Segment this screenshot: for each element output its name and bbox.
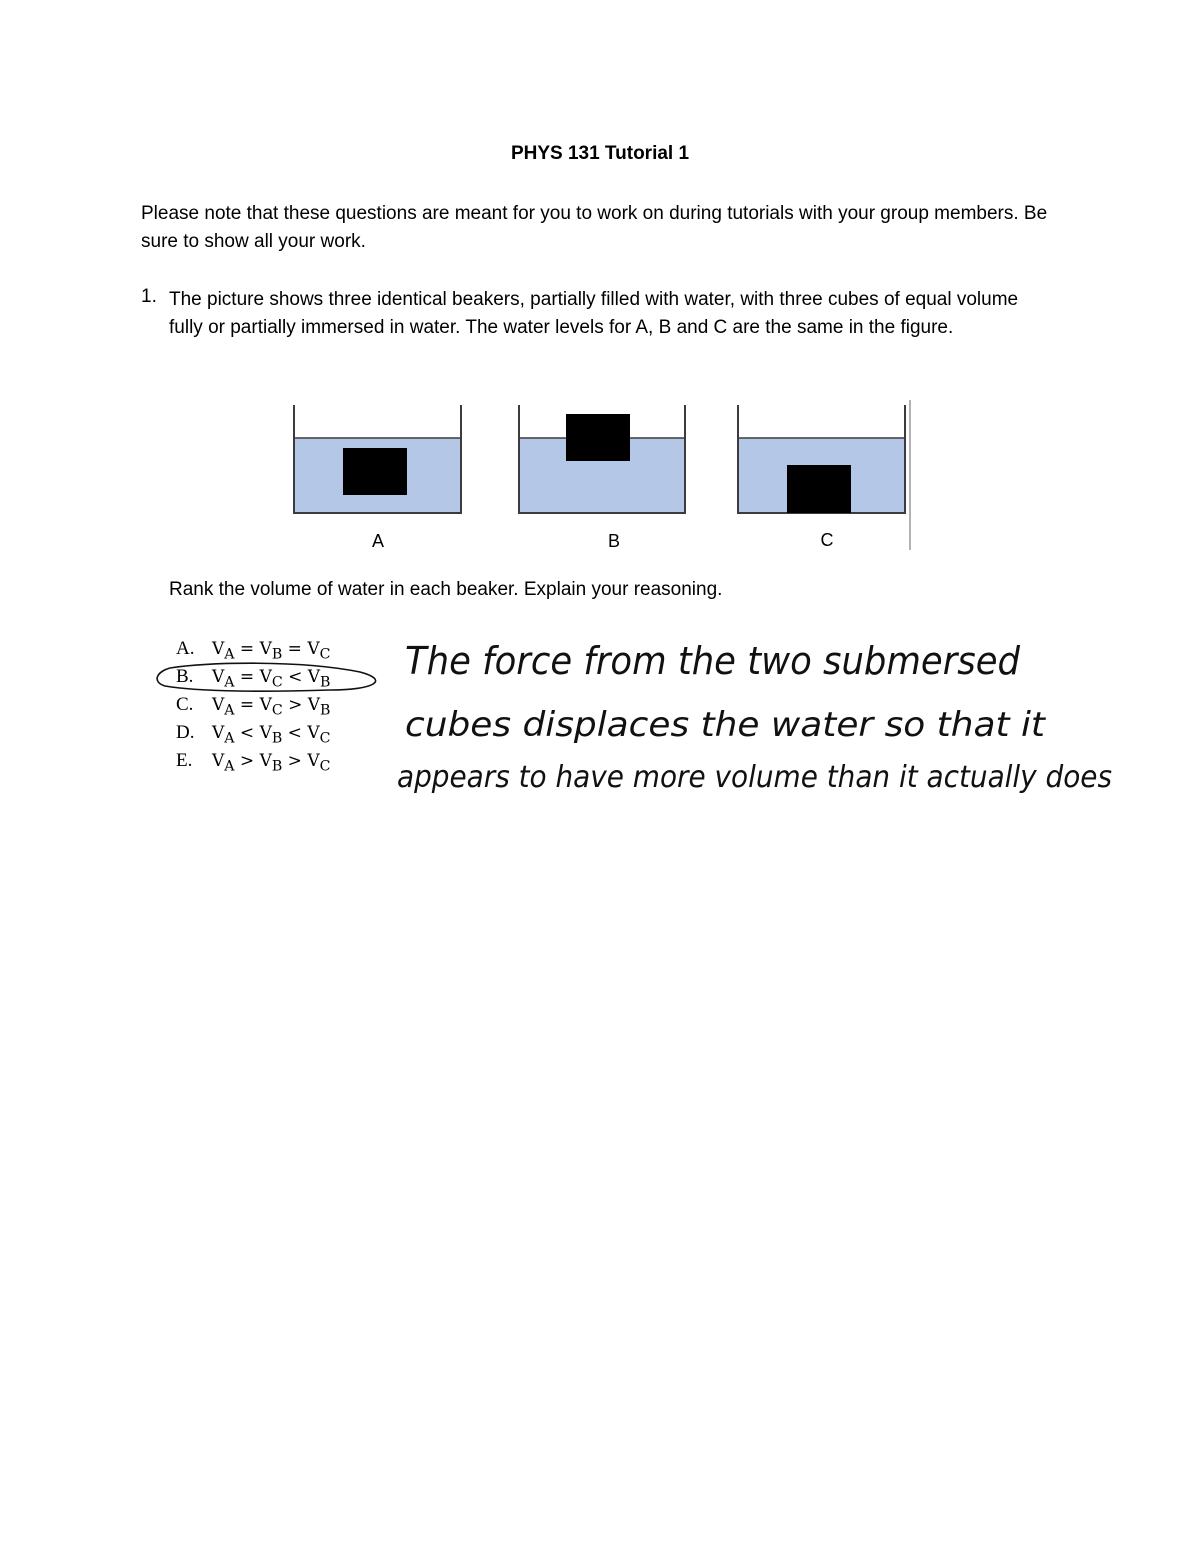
beaker-b bbox=[519, 405, 685, 513]
beaker-label-b: B bbox=[607, 531, 621, 551]
option-e bbox=[176, 750, 330, 778]
option-letter: D. bbox=[176, 722, 195, 743]
option-letter: C. bbox=[176, 694, 194, 715]
question-number: 1. bbox=[141, 286, 157, 307]
option-expression: $V_A = V_C > V_B$ bbox=[212, 695, 331, 719]
handwriting-line-2: cubes displaces the water so that it bbox=[405, 705, 1047, 745]
selected-option-circle bbox=[150, 658, 390, 698]
cube-a bbox=[343, 448, 407, 495]
beaker-c bbox=[738, 400, 910, 550]
option-expression: $V_A = V_C < V_B$ bbox=[212, 667, 331, 691]
intro-paragraph: Please note that these questions are meant for you to work on during tutorials with your group members. Be sure to show all your work. bbox=[141, 203, 1048, 252]
option-letter: E. bbox=[176, 750, 193, 771]
beaker-label-c: C bbox=[820, 530, 834, 550]
handwriting-line-1: The force from the two submersed bbox=[405, 639, 1021, 683]
beaker-a bbox=[294, 405, 461, 513]
option-expression: $V_A < V_B < V_C$ bbox=[212, 723, 331, 747]
question-text: The picture shows three identical beakers, partially filled with water, with three cubes of equal volume fully or partially immersed in water. The water levels for A, B and C are the same in the figure. bbox=[169, 289, 1019, 338]
beakers-figure bbox=[280, 395, 920, 555]
cube-b bbox=[566, 414, 630, 461]
handwritten-answer bbox=[395, 612, 1135, 812]
option-letter: B. bbox=[176, 666, 194, 687]
rank-prompt: Rank the volume of water in each beaker. Explain your reasoning. bbox=[169, 579, 723, 600]
option-expression: $V_A = V_B = V_C$ bbox=[212, 639, 331, 663]
beaker-label-a: A bbox=[371, 531, 385, 551]
option-c bbox=[176, 694, 330, 722]
cube-c bbox=[787, 465, 851, 513]
option-d bbox=[176, 722, 330, 750]
handwriting-line-3: appears to have more volume than it actually does bbox=[397, 760, 1112, 795]
option-expression: $V_A > V_B > V_C$ bbox=[212, 751, 331, 775]
page-title: PHYS 131 Tutorial 1 bbox=[510, 143, 690, 164]
option-letter: A. bbox=[176, 638, 195, 659]
